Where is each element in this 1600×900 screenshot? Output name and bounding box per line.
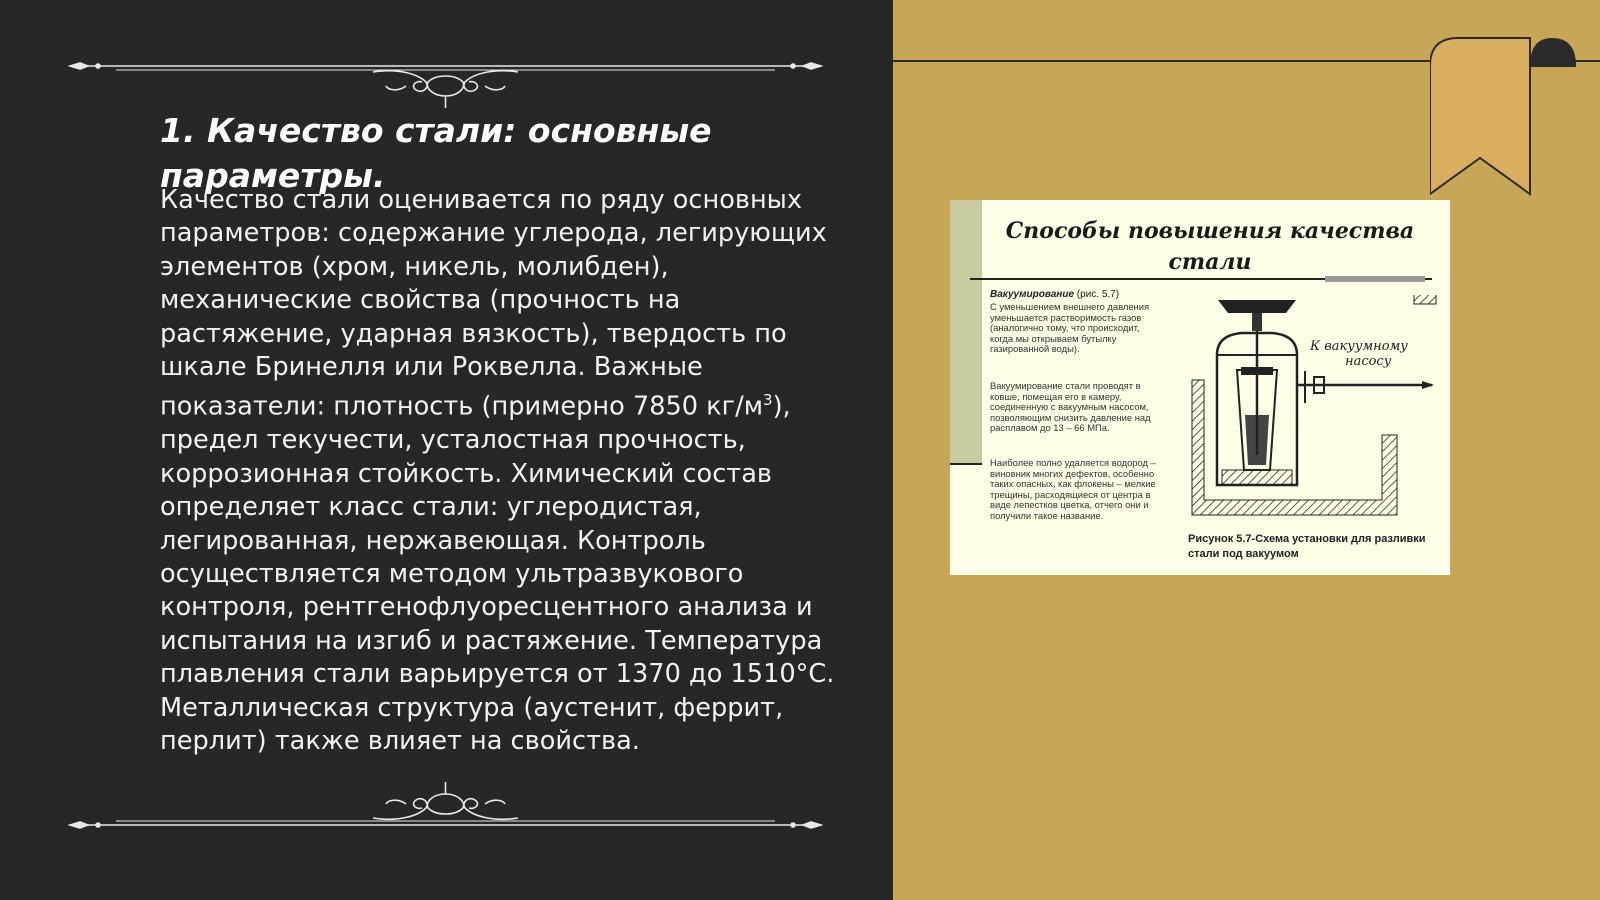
body-text-part-2: ), предел текучести, усталостная прочность, коррозионная стойкость. Химический состав определяет класс стали: углеродистая, легированная, нержавеющая. Контроль осуществляется методом ультразвукового контроля, рентгенофлуоресцентного анализа и испытания на изгиб и растяжение. Температура плавления стали варьируется от 1370 до 1510°C. Металлическая структура (аустенит, феррит, перлит) также влияет на свойства. xyxy=(160,391,835,757)
figure-lead-ref: (рис. 5.7) xyxy=(1074,289,1120,300)
figure-paragraph-1: С уменьшением внешнего давления уменьшается растворимость газов (аналогично тому, что происходит, когда мы открываем бутылку газированной воды). xyxy=(990,301,1150,355)
figure-title: Способы повышения качества стали xyxy=(1005,218,1415,275)
figure-strip-edge xyxy=(950,463,982,465)
figure-side-strip xyxy=(950,200,982,465)
figure-caption: Рисунок 5.7-Схема установки для разливки стали под вакуумом xyxy=(1188,533,1426,560)
body-text-part-1: Качество стали оценивается по ряду основных параметров: содержание углерода, легирующих элементов (хром, никель, молибден), механические свойства (прочность на растяжение, ударная вязкость), твердость по шкале Бринелля или Роквелла. Важные показатели: плотность (примерно 7850 кг/м xyxy=(160,185,827,422)
bottom-scroll-ornament-icon xyxy=(68,770,823,830)
figure-title-rule-accent xyxy=(1325,276,1425,282)
diagram-label-line-2: насосу xyxy=(1345,354,1392,369)
slide-body-text xyxy=(160,184,840,758)
vacuum-casting-diagram xyxy=(1182,295,1442,530)
top-scroll-ornament-icon xyxy=(68,52,823,112)
figure-lead xyxy=(990,289,1119,300)
embedded-figure xyxy=(950,200,1450,575)
slide-title: 1. Качество стали: основные параметры. xyxy=(160,111,712,195)
body-text-superscript: 3 xyxy=(763,391,773,410)
figure-lead-bold: Вакуумирование xyxy=(990,289,1074,300)
figure-paragraph-2: Вакуумирование стали проводят в ковше, помещая его в камеру, соединенную с вакуумным насосом, позволяющим снизить давление над расплавом до 13 – 66 МПа. xyxy=(990,380,1151,434)
bookmark-ribbon-icon xyxy=(1430,36,1600,201)
diagram-label-line-1: К вакуумному xyxy=(1310,339,1408,354)
figure-paragraph-3: Наиболее полно удаляется водород – виновник многих дефектов, особенно таких опасных, как флокены – мелкие трещины, расходящиеся от центра в виде лепестков цветка, отчего они и получили такое название. xyxy=(990,457,1156,521)
